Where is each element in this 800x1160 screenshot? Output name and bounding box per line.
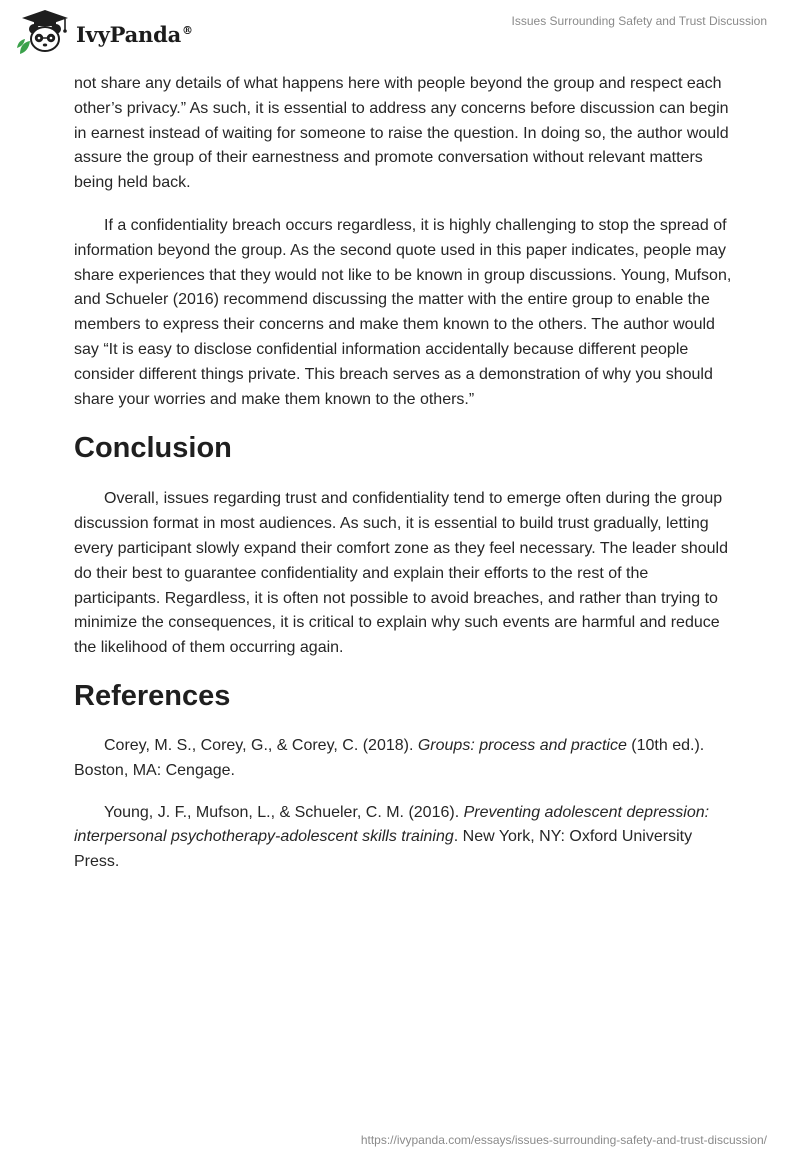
document-title: Issues Surrounding Safety and Trust Discussion: [511, 14, 767, 28]
reference-authors: Young, J. F., Mufson, L., & Schueler, C. M. (2016).: [104, 803, 464, 821]
conclusion-heading: Conclusion: [74, 432, 232, 465]
page-header: [0, 0, 800, 62]
brand-name: IvyPanda®: [76, 21, 193, 47]
essay-content: [74, 72, 734, 892]
reference-title: Groups: process and practice: [417, 736, 627, 754]
conclusion-paragraph: Overall, issues regarding trust and confidentiality tend to emerge often during the group discussion format in most audiences. As such, it is essential to build trust gradually, letting every participant slowly expand their comfort zone as they feel necessary. The leader should do their best to guarantee confidentiality and explain their efforts to the rest of the participants. Regardless, it is often not possible to avoid breaches, and rather than trying to minimize the consequences, it is critical to explain why such events are harmful and reduce the likelihood of them occurring again.: [74, 490, 728, 657]
reference-publisher: (10th ed.). Boston, MA: Cengage.: [74, 736, 705, 779]
ivypanda-logo[interactable]: [14, 8, 193, 56]
reference-entry: [74, 801, 734, 875]
reference-title: Preventing adolescent depression: interpersonal psychotherapy-adolescent skills training: [74, 803, 710, 846]
references-heading: References: [74, 679, 231, 712]
source-url-link[interactable]: https://ivypanda.com/essays/issues-surrounding-safety-and-trust-discussion/: [360, 1133, 767, 1147]
registered-mark: ®: [182, 23, 193, 37]
body-paragraph: not share any details of what happens here with people beyond the group and respect each other’s privacy.” As such, it is essential to address any concerns before discussion can begin in earnest instead of waiting for someone to raise the question. In doing so, the author would assure the group of their earnestness and promote conversation without relevant matters being held back.: [74, 75, 729, 192]
reference-authors: Corey, M. S., Corey, G., & Corey, C. (2018).: [104, 736, 418, 754]
body-paragraph: If a confidentiality breach occurs regardless, it is highly challenging to stop the spread of information beyond the group. As the second quote used in this paper indicates, people may share experiences that they would not like to be known in group discussions. Young, Mufson, and Schueler (2016) recommend discussing the matter with the entire group to enable the members to express their concerns and make them known to the others. The author would say “It is easy to disclose confidential information accidentally because different people consider different things private. This breach serves as a demonstration of why you should share your worries and make them known to the others.”: [74, 216, 732, 408]
reference-entry: [74, 734, 734, 784]
panda-graduate-icon: [14, 8, 74, 56]
reference-publisher: . New York, NY: Oxford University Press.: [74, 828, 693, 871]
